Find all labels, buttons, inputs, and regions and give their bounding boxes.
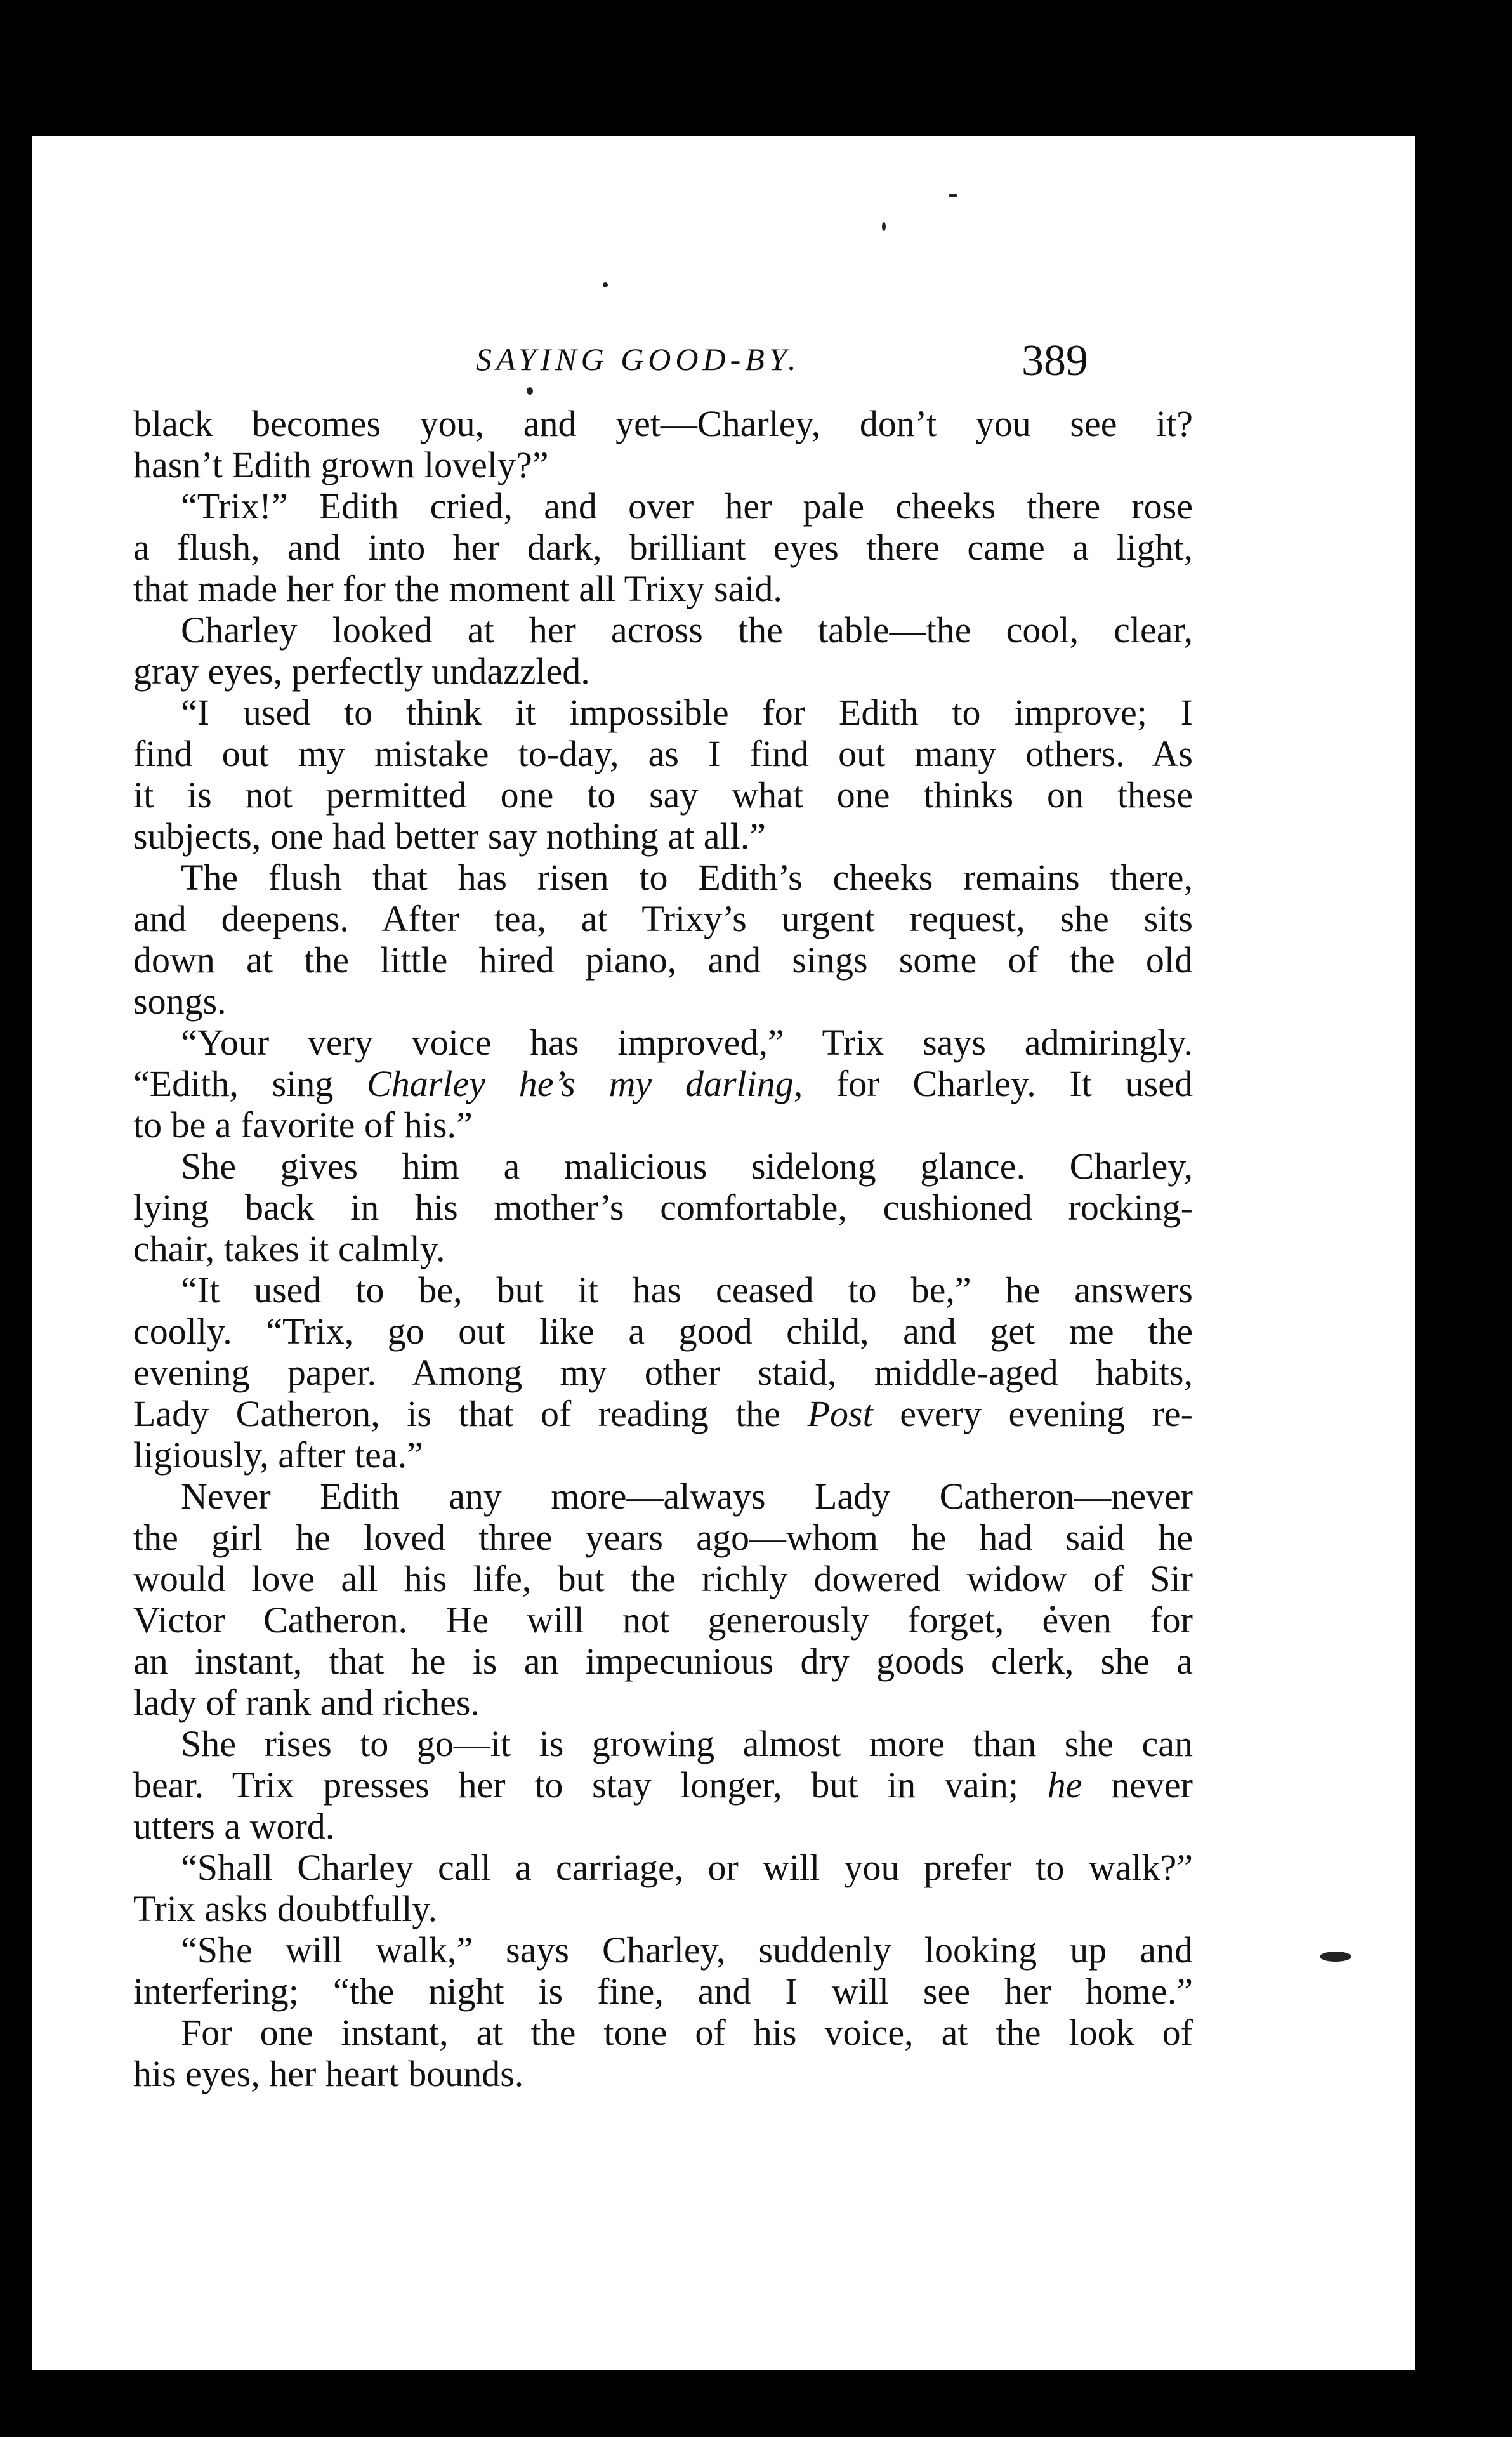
text-line: black becomes you, and yet—Charley, don’t you see it? xyxy=(133,403,1193,444)
text-line: gray eyes, perfectly undazzled. xyxy=(133,651,590,692)
text-line: evening paper. Among my other staid, middle-aged habits, xyxy=(133,1352,1193,1393)
text-line: an instant, that he is an impecunious dry goods clerk, she a xyxy=(133,1641,1193,1682)
text-line: “She will walk,” says Charley, suddenly looking up and xyxy=(181,1929,1193,1971)
text-line: songs. xyxy=(133,981,227,1022)
text-line: would love all his life, but the richly dowered widow of Sir xyxy=(133,1558,1193,1599)
text-line: Trix asks doubtfully. xyxy=(133,1888,438,1929)
text-line: interfering; “the night is fine, and I will see her home.” xyxy=(133,1971,1193,2012)
text-line: “Your very voice has improved,” Trix says admiringly. xyxy=(181,1022,1193,1063)
text-line: Never Edith any more—always Lady Catheron—never xyxy=(181,1476,1193,1517)
text-segment: Lady Catheron, is that of reading the xyxy=(133,1393,808,1434)
text-line xyxy=(133,1063,1193,1104)
text-segment: , for Charley. It used xyxy=(793,1063,1193,1104)
text-segment: bear. Trix presses her to stay longer, but in vain; xyxy=(133,1764,1048,1806)
text-line: “Trix!” Edith cried, and over her pale cheeks there rose xyxy=(181,485,1193,527)
text-line xyxy=(133,1764,1193,1806)
text-line: subjects, one had better say nothing at all.” xyxy=(133,816,766,857)
text-segment: “Edith, sing xyxy=(133,1063,367,1104)
scan-speck xyxy=(882,222,886,231)
text-line: The flush that has risen to Edith’s cheeks remains there, xyxy=(181,857,1193,898)
running-title: SAYING GOOD-BY. xyxy=(476,341,801,377)
text-line: For one instant, at the tone of his voice, at the look of xyxy=(181,2012,1193,2053)
text-line: and deepens. After tea, at Trixy’s urgent request, she sits xyxy=(133,898,1193,939)
text-segment: every evening re- xyxy=(872,1393,1193,1434)
page-number: 389 xyxy=(1022,336,1088,385)
text-line: that made her for the moment all Trixy said. xyxy=(133,568,782,609)
text-line: a flush, and into her dark, brilliant eyes there came a light, xyxy=(133,527,1193,568)
text-line: the girl he loved three years ago—whom he had said he xyxy=(133,1517,1193,1558)
text-line: his eyes, her heart bounds. xyxy=(133,2053,524,2094)
text-line: She rises to go—it is growing almost more than she can xyxy=(181,1723,1193,1764)
text-line: hasn’t Edith grown lovely?” xyxy=(133,444,549,485)
emphasis: he xyxy=(1047,1764,1082,1806)
text-line: it is not permitted one to say what one thinks on these xyxy=(133,774,1193,816)
text-line: chair, takes it calmly. xyxy=(133,1228,445,1269)
text-line: “Shall Charley call a carriage, or will you prefer to walk?” xyxy=(181,1847,1193,1888)
scan-speck xyxy=(1320,1952,1351,1962)
text-line: lying back in his mother’s comfortable, cushioned rocking- xyxy=(133,1187,1193,1228)
text-line: Charley looked at her across the table—the cool, clear, xyxy=(181,609,1193,651)
song-title: Charley he’s my darling xyxy=(367,1063,794,1104)
text-line: to be a favorite of his.” xyxy=(133,1104,473,1146)
text-segment: never xyxy=(1082,1764,1193,1806)
scan-speck xyxy=(603,282,608,287)
text-line: down at the little hired piano, and sings some of the old xyxy=(133,939,1193,981)
text-line xyxy=(133,1393,1193,1434)
text-line: Victor Catheron. He will not generously forget, even for xyxy=(133,1599,1193,1641)
book-page xyxy=(32,136,1415,2370)
scan-speck xyxy=(949,194,957,197)
newspaper-title: Post xyxy=(807,1393,873,1434)
text-line: “It used to be, but it has ceased to be,” he answers xyxy=(181,1269,1193,1311)
text-line: coolly. “Trix, go out like a good child, and get me the xyxy=(133,1311,1193,1352)
text-line: “I used to think it impossible for Edith to improve; I xyxy=(181,692,1193,733)
page-header xyxy=(32,322,1415,392)
text-line: She gives him a malicious sidelong glance. Charley, xyxy=(181,1146,1193,1187)
text-line: ligiously, after tea.” xyxy=(133,1434,423,1476)
text-line: find out my mistake to-day, as I find out many others. As xyxy=(133,733,1193,774)
text-line: lady of rank and riches. xyxy=(133,1682,480,1723)
text-line: utters a word. xyxy=(133,1806,335,1847)
body-text xyxy=(133,403,1193,2094)
